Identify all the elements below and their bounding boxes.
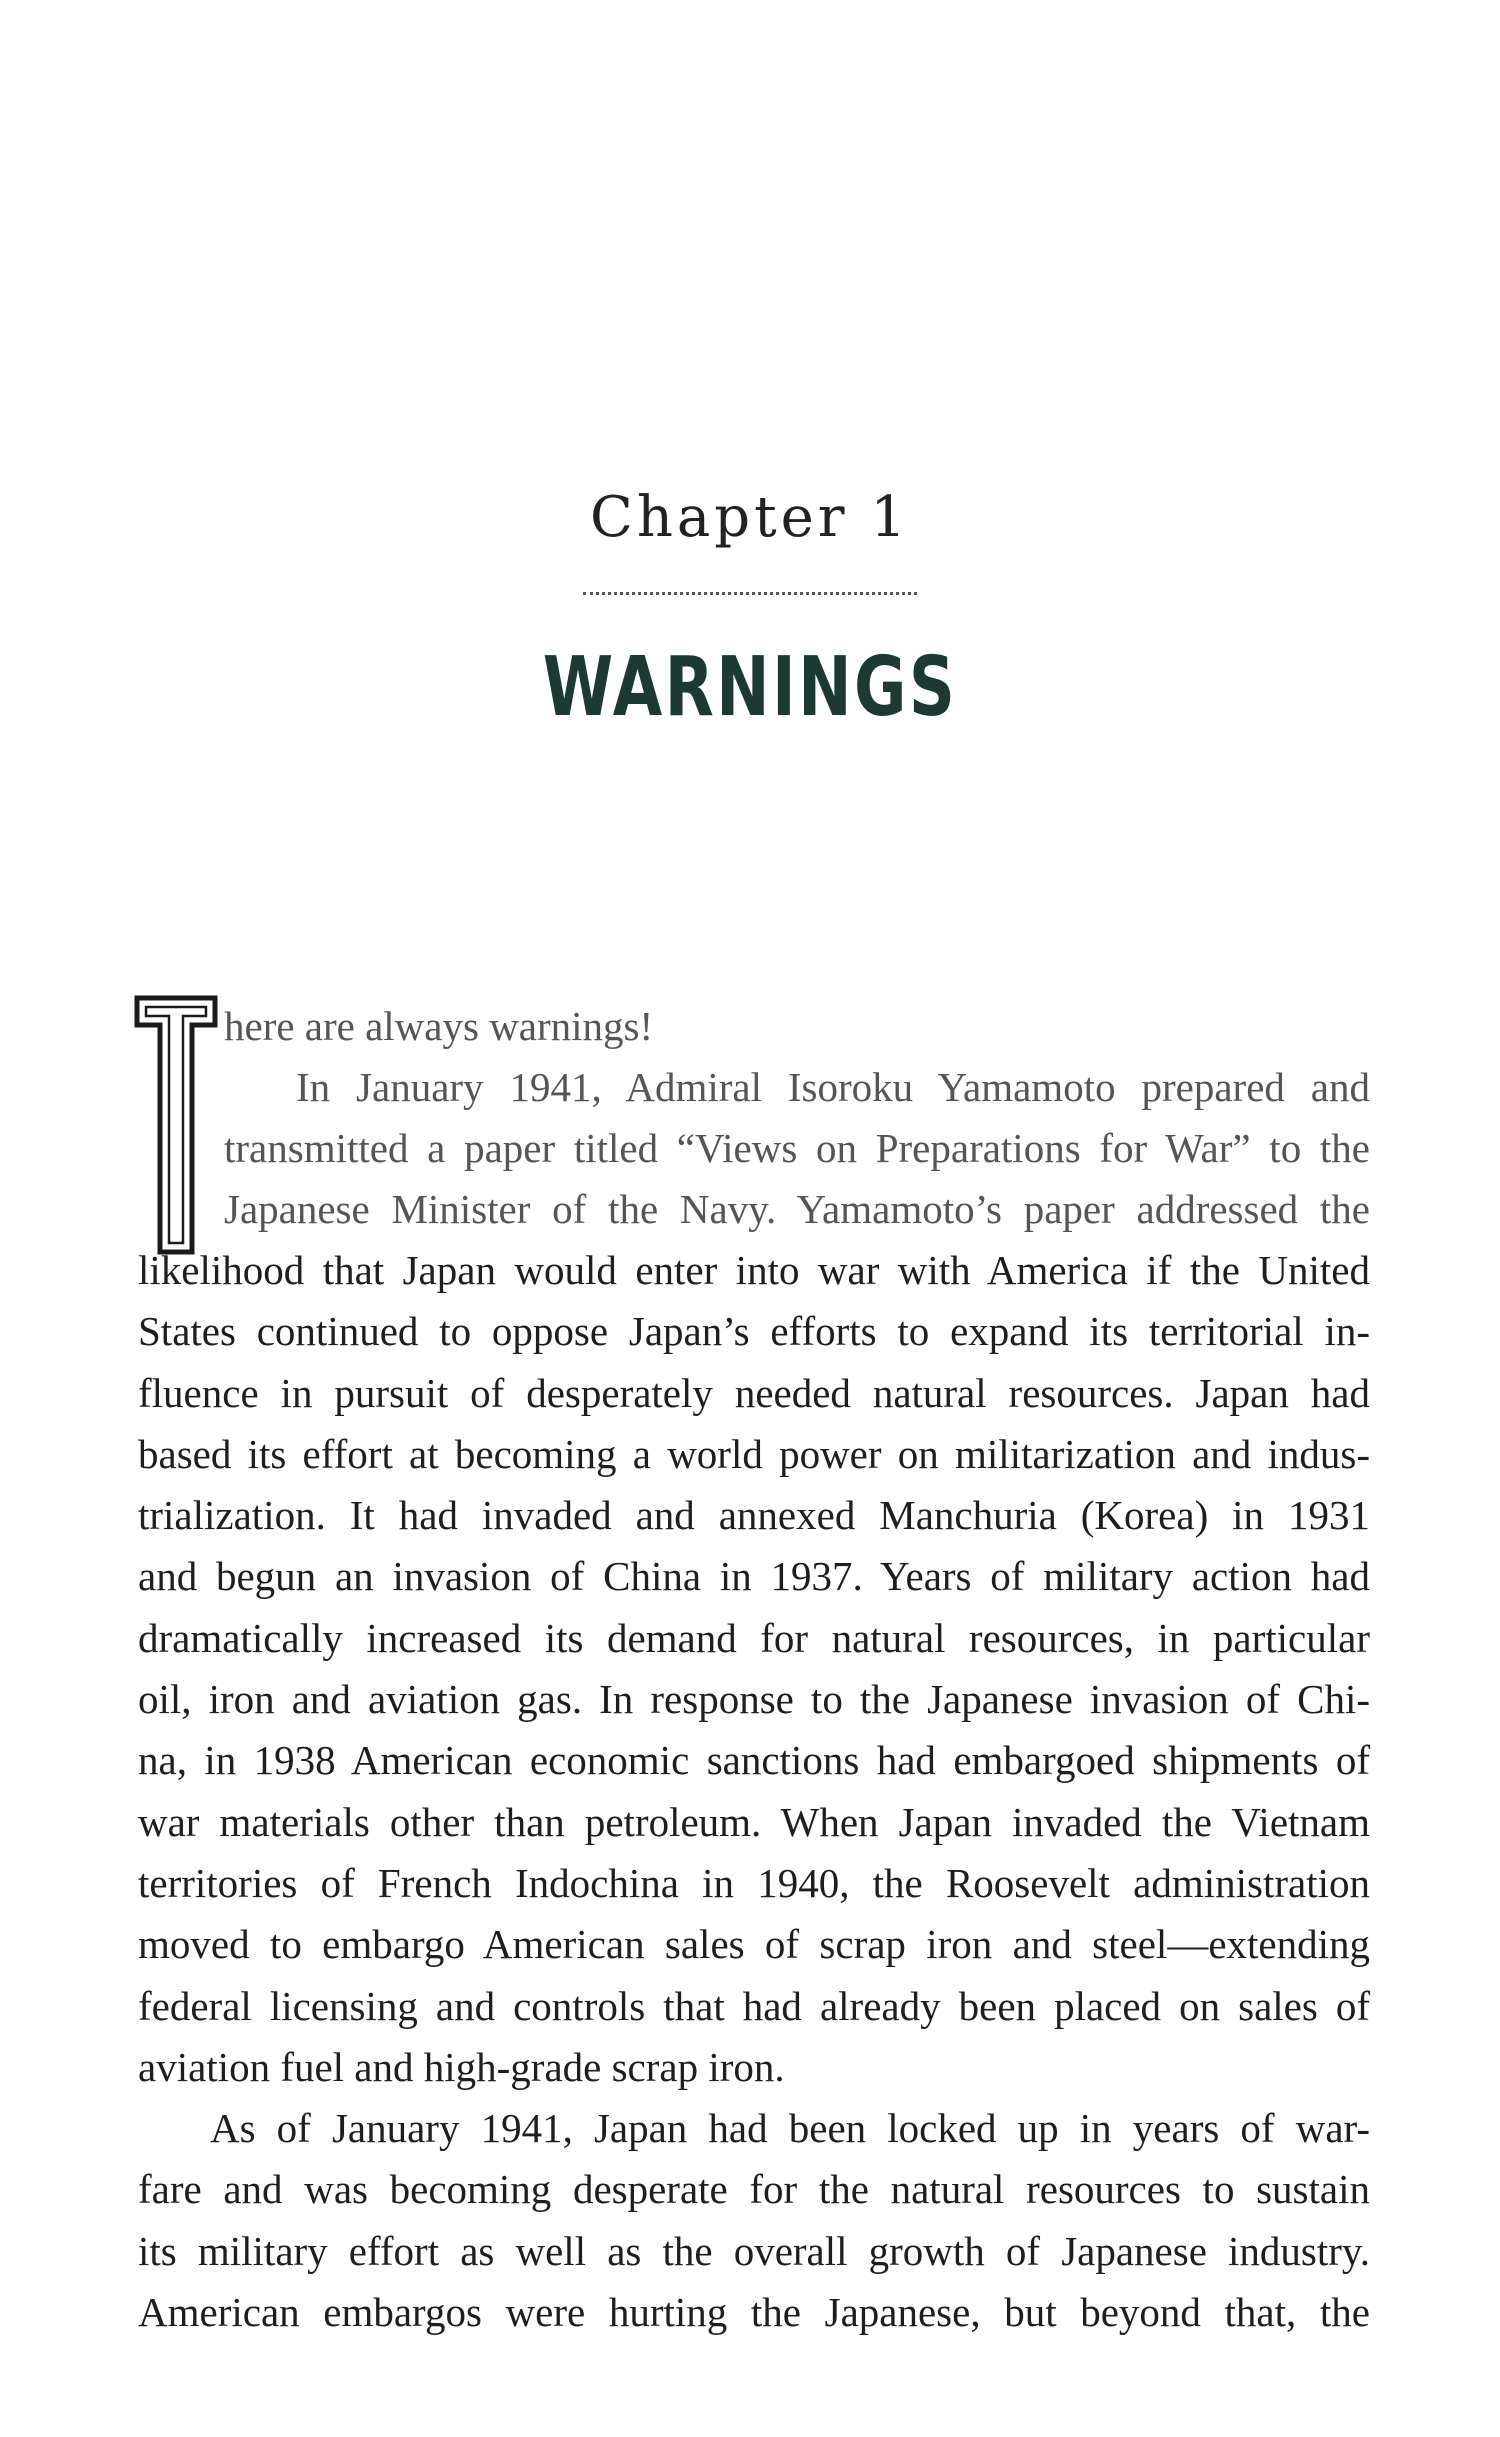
text-line: trialization. It had invaded and annexed Manchuria (Korea) in 1931 [138,1492,1370,1539]
paragraph-2-opening [296,1057,1370,1118]
text-line: na, in 1938 American economic sanctions had embargoed shipments of [138,1737,1370,1784]
text-line: oil, iron and aviation gas. In response to the Japanese invasion of Chi- [138,1676,1370,1723]
text-line: transmitted a paper titled “Views on Preparations for War” to the [224,1125,1370,1171]
text-line: here are always warnings! [224,1003,654,1049]
paragraph-2-body [138,1240,1370,2098]
text-line: territories of French Indochina in 1940, the Roosevelt administration [138,1859,1370,1906]
dotted-divider [583,592,917,599]
text-line: dramatically increased its demand for natural resources, in particular [138,1614,1370,1661]
text-line: based its effort at becoming a world power on militarization and indus- [138,1430,1370,1477]
text-line: moved to embargo American sales of scrap iron and steel—extending [138,1921,1370,1968]
paragraph-1 [224,996,1370,1057]
text-line: American embargos were hurting the Japanese, but beyond that, the [138,2288,1370,2335]
text-line: As of January 1941, Japan had been locked up in years of war- [210,2105,1370,2151]
text-line: federal licensing and controls that had already been placed on sales of [138,1982,1370,2029]
text-line: its military effort as well as the overall growth of Japanese industry. [138,2227,1370,2274]
chapter-number: Chapter 1 [590,485,910,550]
text-line: fare and was becoming desperate for the natural resources to sustain [138,2166,1370,2213]
text-line: In January 1941, Admiral Isoroku Yamamoto prepared and [296,1064,1370,1110]
paragraph-3 [138,2098,1370,2343]
text-line: States continued to oppose Japan’s efforts to expand its territorial in- [138,1308,1370,1355]
text-line: and begun an invasion of China in 1937. Years of military action had [138,1553,1370,1600]
dropcap-letter-t [134,995,218,1255]
chapter-title: WARNINGS [542,640,958,735]
text-line: war materials other than petroleum. When Japan invaded the Vietnam [138,1798,1370,1845]
text-line: Japanese Minister of the Navy. Yamamoto’s paper addressed the [224,1186,1370,1233]
text-line: aviation fuel and high-grade scrap iron. [138,2043,785,2090]
text-line: fluence in pursuit of desperately needed natural resources. Japan had [138,1369,1370,1416]
text-line: likelihood that Japan would enter into war with America if the United [138,1247,1370,1293]
paragraph-2-indented [224,1118,1370,1241]
